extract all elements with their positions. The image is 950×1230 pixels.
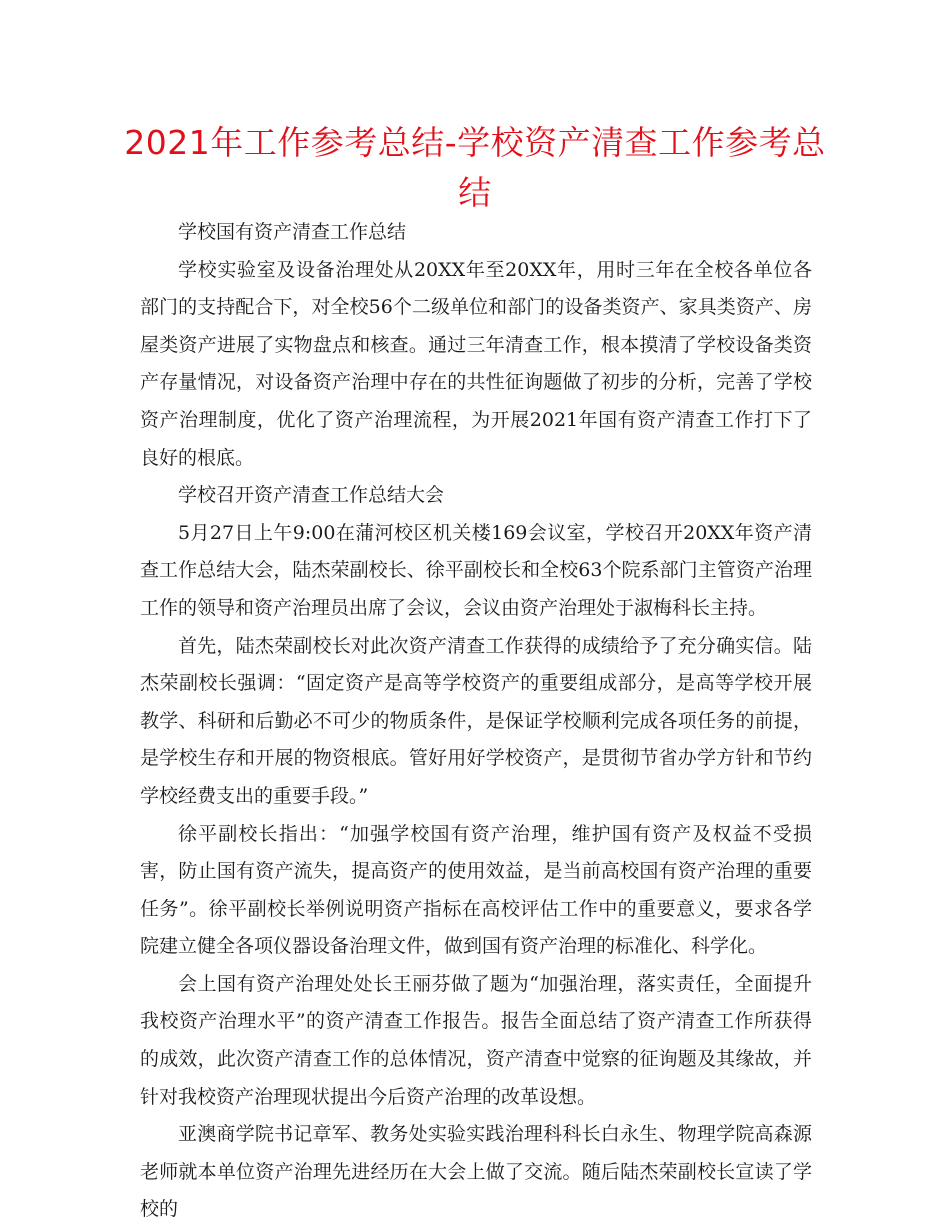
document-body: [140, 214, 812, 1229]
paragraph: 亚澳商学院书记章军、教务处实验实践治理科科长白永生、物理学院高森源老师就本单位资产治理先进经历在大会上做了交流。随后陆杰荣副校长宣读了学校的: [140, 1123, 812, 1221]
paragraph: 学校实验室及设备治理处从20XX年至20XX年，用时三年在全校各单位各部门的支持配合下，对全校56个二级单位和部门的设备类资产、家具类资产、房屋类资产进展了实物盘点和核查。通过三年清查工作，根本摸清了学校设备类资产存量情况，对设备资产治理中存在的共性征询题做了初步的分析，完善了学校资产治理制度，优化了资产治理流程，为开展2021年国有资产清查工作打下了良好的根底。: [140, 258, 812, 469]
section-heading-summary-meeting: 学校召开资产清查工作总结大会: [178, 484, 445, 507]
section-heading-asset-inventory: 学校国有资产清查工作总结: [178, 221, 407, 243]
paragraph: 首先，陆杰荣副校长对此次资产清查工作获得的成绩给予了充分确实信。陆杰荣副校长强调：“固定资产是高等学校资产的重要组成部分，是高等学校开展教学、科研和后勤必不可少的物质条件，是保证学校顺利完成各项任务的前提，是学校生存和开展的物资根底。管好用好学校资产，是贯彻节省办学方针和节约学校经费支出的重要手段。”: [140, 634, 812, 807]
document-title: 2021年工作参考总结-学校资产清查工作参考总结: [124, 123, 826, 212]
paragraph: 徐平副校长指出：“加强学校国有资产治理，维护国有资产及权益不受损害，防止国有资产流失，提高资产的使用效益，是当前高校国有资产治理的重要任务”。徐平副校长举例说明资产指标在高校评估工作中的重要意义，要求各学院建立健全各项仪器设备治理文件，做到国有资产治理的标准化、科学化。: [140, 822, 812, 958]
paragraph: 会上国有资产治理处处长王丽芬做了题为“加强治理，落实责任，全面提升我校资产治理水平”的资产清查工作报告。报告全面总结了资产清查工作所获得的成效，此次资产清查工作的总体情况，资产清查中觉察的征询题及其缘故，并针对我校资产治理现状提出今后资产治理的改革设想。: [140, 972, 812, 1108]
paragraph: 5月27日上午9:00在蒲河校区机关楼169会议室，学校召开20XX年资产清查工作总结大会，陆杰荣副校长、徐平副校长和全校63个院系部门主管资产治理工作的领导和资产治理员出席了会议，会议由资产治理处于淑梅科长主持。: [140, 521, 812, 619]
